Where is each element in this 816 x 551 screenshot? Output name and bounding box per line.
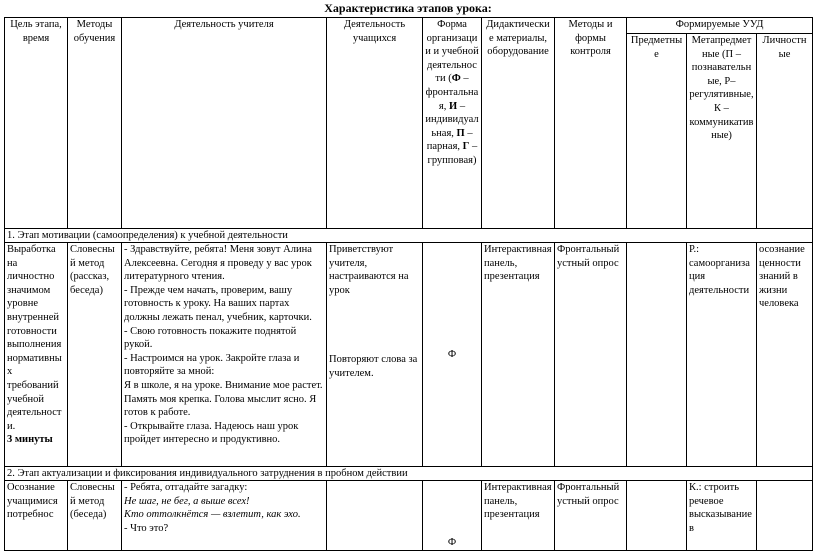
stage-1-time: 3 минуты <box>7 434 53 446</box>
stage-1-materials: Интерактивная панель, презентация <box>482 243 555 467</box>
stage-1-uud-meta: Р.: самоорганизация деятельности <box>687 243 757 467</box>
header-control: Методы и формы контроля <box>555 18 627 229</box>
stage-1-control: Фронтальный устный опрос <box>555 243 627 467</box>
stage-1-student-activity: Приветствуют учителя, настраиваются на урок Повторяют слова за учителем. <box>327 243 423 467</box>
stage-title-row <box>5 229 813 243</box>
header-materials: Дидактические материалы, оборудование <box>482 18 555 229</box>
header-form: Форма организации и учебной деятельности (Ф – фронтальная, И – индивидуальная, П – парная, Г – групповая) <box>423 18 482 229</box>
stage-row <box>5 481 813 551</box>
header-uud-subject: Предметные <box>627 34 687 229</box>
stage-1-methods: Словесный метод (рассказ, беседа) <box>68 243 122 467</box>
stage-2-student-activity <box>327 481 423 551</box>
header-goal: Цель этапа, время <box>5 18 68 229</box>
stage-1-uud-subject <box>627 243 687 467</box>
header-student-activity: Деятельность учащихся <box>327 18 423 229</box>
stage-title-row <box>5 467 813 481</box>
stage-1-goal: Выработка на личностно значимом уровне внутренней готовности выполнения нормативных требований учебной деятельности. 3 минуты <box>5 243 68 467</box>
header-uud: Формируемые УУД <box>627 18 813 34</box>
header-uud-personal: Личностные <box>757 34 813 229</box>
stage-2-form: Ф <box>423 481 482 551</box>
stage-2-teacher-activity: - Ребята, отгадайте загадку: Не шаг, не бег, а выше всех! Кто оттолкнётся — взлетит, как эхо. - Что это? <box>122 481 327 551</box>
header-row <box>5 18 813 34</box>
stage-2-uud-meta: К.: строить речевое высказывание в <box>687 481 757 551</box>
header-uud-meta: Метапредметные (П – познавательные, Р– регулятивные, К – коммуникативные) <box>687 34 757 229</box>
document-title: Характеристика этапов урока: <box>324 1 492 15</box>
stage-2-uud-subject <box>627 481 687 551</box>
stage-2-title: 2. Этап актуализации и фиксирования индивидуального затруднения в пробном действии <box>5 467 813 481</box>
stage-2-control: Фронтальный устный опрос <box>555 481 627 551</box>
stage-1-teacher-activity: - Здравствуйте, ребята! Меня зовут Алина Алексеевна. Сегодня я проведу у вас урок литературного чтения. - Прежде чем начать, проверим, вашу готовность к уроку. На ваших партах должны лежать пенал, учебник, карточки. - Свою готовность покажите поднятой рукой. - Настроимся на урок. Закройте глаза и повторяйте за мной: Я в школе, я на уроке. Внимание мое растет. Память моя крепка. Голова мыслит ясно. Я готов к работе. - Открывайте глаза. Надеюсь наш урок пройдет интересно и продуктивно. <box>122 243 327 467</box>
stage-row <box>5 243 813 467</box>
stage-1-title: 1. Этап мотивации (самоопределения) к учебной деятельности <box>5 229 813 243</box>
lesson-stages-table <box>4 17 813 551</box>
stage-2-uud-personal <box>757 481 813 551</box>
header-methods: Методы обучения <box>68 18 122 229</box>
stage-1-form: Ф <box>423 243 482 467</box>
stage-2-methods: Словесный метод (беседа) <box>68 481 122 551</box>
stage-1-uud-personal: осознание ценности знаний в жизни человека <box>757 243 813 467</box>
stage-2-materials: Интерактивная панель, презентация <box>482 481 555 551</box>
header-teacher-activity: Деятельность учителя <box>122 18 327 229</box>
stage-2-goal: Осознание учащимися потребнос <box>5 481 68 551</box>
